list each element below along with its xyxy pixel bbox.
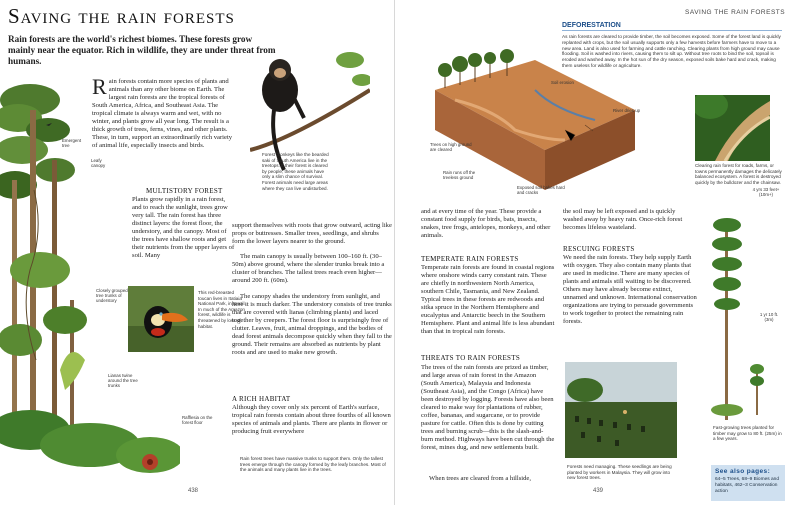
para-1-text: ain forests contain more species of plants and animals than any other biome on Earth. The largest rain forests are the tropical forests of South America, Africa, and Southeast Asia. The tropical climate is always warm and wet, with no winter, and plants grow all year long. The result is a thick growth of trees, ferns, vines, and other plants. These, in turn, support an extraordinarily rich variety of animal life, especially insects and birds.: [92, 78, 233, 149]
clearing-photo: [695, 95, 770, 161]
temperate-body: Temperate rain forests are found in coastal regions where onshore winds carry constant rain. These are chiefly in northwestern North America, southern Chile, Tasmania, and New Zealand. Typical trees in these forests are redwoods and sitka spruce in the Northern Hemisphere and eucalyptus and Antarctic beech in the Southern Hemisphere. Plant and animal life is less abundant than that in tropical rain forests.: [421, 264, 555, 335]
threats-body: The trees of the rain forests are prized as timber, and large areas of rain forest in the Amazon (South America), Malaysia and Indonesia (Southeast Asia), and the Congo (Africa) have been destroyed by logging. Forests have also been cleared to make way for plantations of rubber, coffee, bananas, and sugarcane, or to provide pasture for cattle. Often this is done by cutting trees and burning scrub—this is the slash-and-burn method. Highways have been cut through the forest, mines dug, and new settlements built.: [421, 364, 555, 451]
page-title: Saving the rain forests: [8, 4, 235, 28]
col2-para-3: The canopy shades the understory from sunlight, and here it is much darker. The understory consists of tree trunks that are covered with lianas (climbing plants) and laced together by creepers. The forest floor is surprisingly free of clutter. Leaves, fruit, animal droppings, and the bodies of dead forest animals decompose quickly when they fall to the ground. Their remains are absorbed as nutrients by plant roots and are used to make new growth.: [232, 293, 392, 356]
see-also-heading: See also pages:: [715, 468, 771, 475]
label-emergent-tree: Emergent tree: [62, 138, 82, 149]
see-also-box: [711, 465, 785, 501]
nursery-photo: [565, 362, 677, 458]
right-page: [395, 0, 790, 505]
label-4-years: 4 yrs 33 feet+ (10m+): [752, 187, 780, 198]
label-understory: Closely grouped tree trunks of understory: [96, 288, 128, 304]
see-also-links[interactable]: 64–5 Trees, 68–9 Biomes and habitats, 462–3 Conservation action: [715, 477, 780, 494]
label-rain-runs-off: Rain runs off the treeless ground: [443, 170, 476, 181]
multistory-body: Plants grow rapidly in a rain forest, and to reach the sunlight, trees grow very tall. The rain forest has three distinct layers: the forest floor, the understory, and the canopy. Most of the trees have shallow roots and get their nutrients from the upper layers of soil. Many: [132, 196, 235, 259]
label-lianas: Lianas twine around the tree trunks: [108, 373, 138, 389]
heading-temperate: TEMPERATE RAIN FORESTS: [421, 255, 519, 263]
toucan-photo: [128, 286, 194, 352]
heading-threats: THREATS TO RAIN FORESTS: [421, 354, 521, 362]
toucan-caption: This red-breasted toucan lives in Itatiaia National Park, in Brazil. In much of the Amazon forest, wildlife is threatened by loss of habitat.: [198, 290, 246, 329]
clearing-caption: Clearing rain forest for roads, farms, or towns permanently damages the delicately balanced ecosystem. A forest is destroyed quickly by the bulldozer and the chainsaw.: [695, 163, 782, 185]
label-leafy-canopy: Leafy canopy: [91, 158, 106, 169]
buttress-caption: Rain forest trees have massive trunks to support them. Only the tallest trees emerge through the canopy formed by the leafy branches. Most of the animals and many plants live in the trees.: [240, 456, 386, 473]
label-soil-erosion: Soil erosion: [551, 80, 574, 85]
label-trees-high-ground: Trees on high ground are cleared: [430, 142, 472, 153]
fast-growing-caption: Fast-growing trees planted for timber may grow to 80 ft. (25m) in a few years.: [713, 425, 782, 442]
page-number-right: 439: [593, 488, 604, 494]
label-rafflesia: Rafflesia on the forest floor: [182, 415, 213, 426]
monkey-caption: Forest monkeys like the bearded saki of South America live in the treetops. If their forest is cleared by people, these animals have only a slim chance of survival. Forest animals need large areas where they can live undisturbed.: [262, 152, 329, 191]
col2-body: support themselves with roots that grow outward, acting like props or buttresses. Smaller trees, seedlings, and shrubs form the lower layers nearer to the ground.: [232, 222, 392, 245]
label-exposed-soil: Exposed soil bakes hard and cracks: [517, 185, 565, 196]
fast-growing-tree: [707, 210, 747, 420]
body-para-1: [92, 74, 234, 150]
heading-rich-habitat: A RICH HABITAT: [232, 395, 291, 403]
col1-top-text: and at every time of the year. These provide a constant food supply for birds, bats, insects, snakes, tree frogs, antelopes, monkeys, and other animals.: [421, 208, 551, 239]
running-head: SAVING THE RAIN FORESTS: [685, 9, 786, 16]
rescuing-body: We need the rain forests. They help supply Earth with oxygen. They also contain many plants that are used in medicine. There are many species of plants and animals still waiting to be discovered. Others may have already become extinct, unnamed and unknown. International conservation organizations are trying to persuade governments to work together to protect the remaining rain forests.: [563, 254, 697, 325]
deforestation-heading: DEFORESTATION: [562, 22, 782, 31]
intro-text: Rain forests are the world's richest biomes. These forests grow mainly near the equator. Rich in wildlife, they are under threat from humans.: [8, 34, 276, 66]
nursery-caption: Forests need managing. These seedlings are being planted by workers in Malaysia. They will grow into new forest trees.: [567, 464, 672, 481]
label-1-year: 1 yr 10 ft. (3m): [759, 312, 779, 323]
heading-multistory: MULTISTORY FOREST: [146, 187, 223, 195]
rich-habitat-body: Although they cover only six percent of Earth's surface, tropical rain forests contain about three fourths of all known species of animals and plants. There are plants in flower or producing fruit everywhere: [232, 404, 391, 435]
dropcap: R: [92, 74, 107, 99]
col2-top-text: the soil may be left exposed and is quickly washed away by heavy rain. Once-rich forest becomes lifeless wasteland.: [563, 208, 683, 231]
deforestation-body: As rain forests are cleared to provide timber, the soil becomes exposed. Some of the forest land is quickly replanted with crops, but the soil usually supports only a few harvests before farmers have to move to a new area. Land is also used for farming and cattle ranching. Clearing plants from high ground may cause flooding. Soil is washed into rivers, causing them to silt up. Without tree roots to bind the soil, topsoil is eroded and washed away. In the hot sun of the dry season, exposed soils bake hard and crack, making them useless for wildlife or agriculture.: [562, 34, 781, 68]
young-tree: [747, 355, 767, 415]
page-number-left: 438: [188, 488, 199, 494]
heading-rescuing: RESCUING FORESTS: [563, 245, 635, 253]
threats-last-line: When trees are cleared from a hillside,: [429, 475, 531, 482]
label-river-dries: River dries up: [613, 108, 641, 113]
col2-para-2: The main canopy is usually between 100–160 ft. (30–50m) above ground, where the slender trunks break into a cluster of branches. The tallest trees reach even higher—around 200 ft. (60m).: [232, 253, 385, 284]
